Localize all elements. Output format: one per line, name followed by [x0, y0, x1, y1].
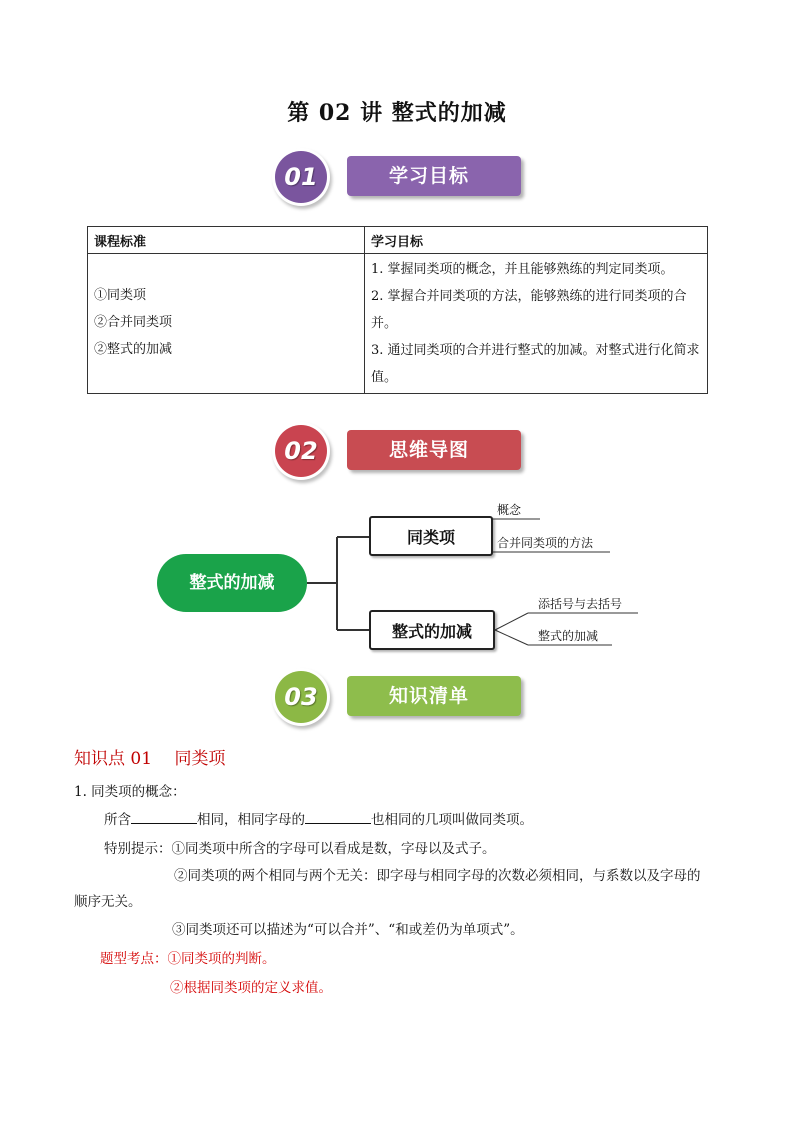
- mindmap-leaf: 概念: [497, 503, 522, 517]
- section-number-02: 02: [284, 437, 318, 465]
- section-label-01: 学习目标: [347, 156, 521, 196]
- mindmap-leaf: 整式的加减: [538, 629, 599, 643]
- exam-line-2: ②根据同类项的定义求值。: [170, 980, 332, 996]
- tip-line-2: ②同类项的两个相同与两个无关：即字母与相同字母的次数必须相同，与系数以及字母的: [174, 868, 701, 884]
- standard-item: ①同类项: [94, 288, 147, 303]
- section-number-03: 03: [284, 683, 318, 711]
- section-label-03: 知识清单: [347, 676, 521, 716]
- exam-label: 题型考点：: [100, 951, 168, 967]
- fill-blank[interactable]: [305, 811, 371, 824]
- definition-line: [104, 808, 533, 828]
- tip-line-2-cont: 顺序无关。: [74, 894, 142, 910]
- goal-item: 3. 通过同类项的合并进行整式的加减。对整式进行化简求值。: [371, 343, 700, 385]
- page-title: 第 02 讲 整式的加减: [287, 100, 507, 126]
- fill-blank[interactable]: [131, 811, 197, 824]
- mindmap-node-polynomial-ops: 整式的加减: [369, 610, 495, 650]
- goal-item: 1. 掌握同类项的概念，并且能够熟练的判定同类项。: [371, 262, 674, 277]
- standard-item: ②整式的加减: [94, 342, 173, 357]
- mindmap-node-similar-terms: 同类项: [369, 516, 493, 556]
- mindmap-leaf: 添括号与去括号: [538, 597, 623, 611]
- mindmap-root: 整式的加减: [157, 554, 307, 612]
- table-header-goal: 学习目标: [365, 227, 708, 254]
- table-header-standard: 课程标准: [88, 227, 365, 254]
- definition-text: 所含: [104, 812, 131, 828]
- goal-item: 2. 掌握合并同类项的方法，能够熟练的进行同类项的合并。: [371, 289, 687, 331]
- concept-heading: 1. 同类项的概念：: [74, 784, 186, 800]
- tip-line-3: ③同类项还可以描述为“可以合并”、“和或差仍为单项式”。: [172, 922, 524, 938]
- exam-text: ①同类项的判断。: [167, 951, 276, 967]
- knowledge-point-title: 知识点 01 同类项: [74, 749, 226, 769]
- section-number-01: 01: [284, 163, 318, 191]
- tip-line-1: [104, 837, 496, 857]
- mindmap-leaf: 合并同类项的方法: [497, 536, 594, 550]
- exam-line-1: [100, 947, 276, 967]
- tip-text: ①同类项中所含的字母可以看成是数，字母以及式子。: [171, 841, 496, 857]
- tip-label: 特别提示：: [104, 841, 172, 857]
- section-label-02: 思维导图: [347, 430, 521, 470]
- section-banner-03: [272, 668, 532, 728]
- definition-text: 相同，相同字母的: [197, 812, 305, 828]
- standard-item: ②合并同类项: [94, 315, 173, 330]
- definition-text: 也相同的几项叫做同类项。: [371, 812, 533, 828]
